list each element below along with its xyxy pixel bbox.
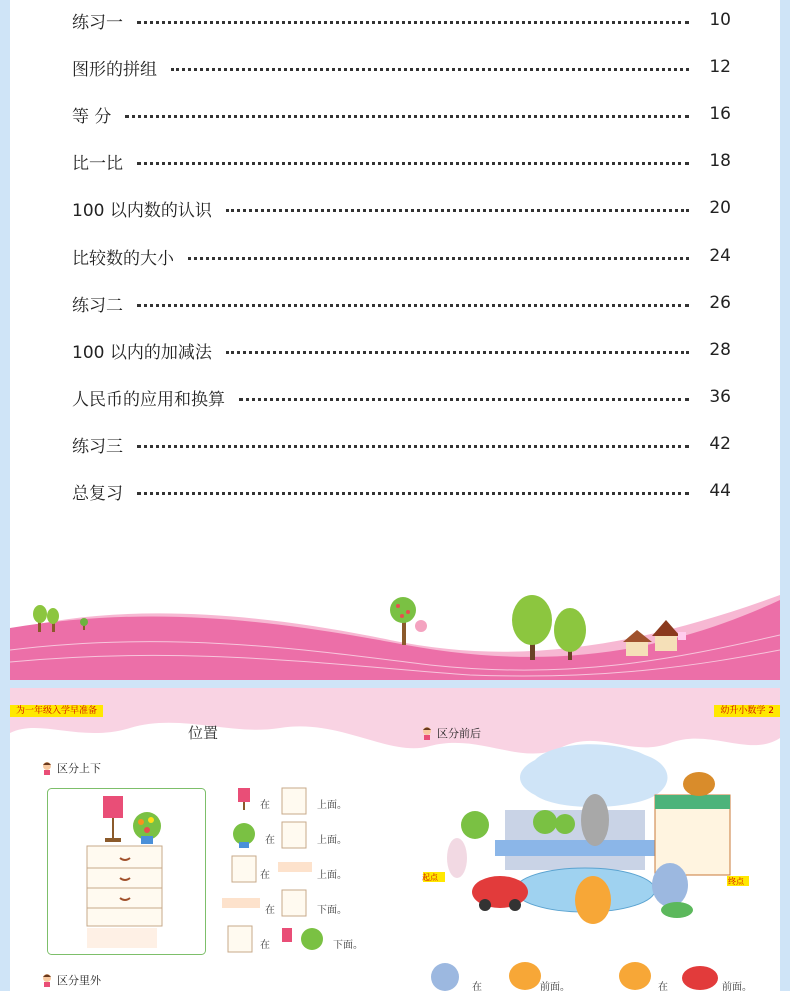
toc-entry[interactable]	[72, 8, 731, 32]
word-below: 下面。	[333, 940, 363, 951]
toc-leader-dots	[137, 21, 689, 24]
banner-left: 为一年级入学早准备	[10, 705, 103, 717]
girl-icon	[40, 761, 54, 775]
toc-entry[interactable]	[72, 244, 731, 268]
dresser-illustration	[47, 788, 207, 956]
plaza-scene-illustration	[415, 740, 755, 950]
toc-leader-dots	[171, 68, 689, 71]
toc-entry[interactable]	[72, 291, 731, 315]
word-at: 在	[658, 982, 668, 991]
label-start: 起点	[422, 873, 438, 882]
word-at: 在	[260, 870, 270, 881]
toc-leader-dots	[137, 492, 689, 495]
section-label: 区分里外	[57, 974, 101, 987]
toc-entry-title: 比较数的大小	[72, 248, 174, 269]
toc-leader-dots	[188, 257, 689, 260]
toc-entry-page: 44	[709, 481, 731, 501]
toc-entry-page: 12	[709, 57, 731, 77]
word-at: 在	[265, 905, 275, 916]
section-label: 区分上下	[57, 762, 101, 775]
banner-right: 幼升小数学 2	[714, 705, 780, 717]
toc-entry-page: 24	[709, 246, 731, 266]
toc-entry[interactable]	[72, 149, 731, 173]
toc-entry-page: 10	[709, 10, 731, 30]
sentence-illustrations	[222, 786, 382, 956]
word-at: 在	[265, 835, 275, 846]
toc-entry-page: 26	[709, 293, 731, 313]
toc-entry-page: 28	[709, 340, 731, 360]
toc-entry-title: 练习三	[72, 436, 123, 457]
toc-entry-title: 100 以内数的认识	[72, 200, 212, 221]
word-front: 前面。	[722, 982, 752, 991]
toc-leader-dots	[226, 351, 689, 354]
toc-entry-page: 36	[709, 387, 731, 407]
girl-icon	[40, 973, 54, 987]
word-above: 上面。	[317, 835, 347, 846]
topic-title: 位置	[188, 724, 219, 742]
toc-leader-dots	[137, 445, 689, 448]
toc-entry[interactable]	[72, 479, 731, 503]
toc-entry-title: 100 以内的加减法	[72, 342, 212, 363]
word-below: 下面。	[317, 905, 347, 916]
toc-entry-page: 16	[709, 104, 731, 124]
toc-leader-dots	[137, 162, 689, 165]
toc-entry-page: 18	[709, 151, 731, 171]
word-at: 在	[472, 982, 482, 991]
section-up-down	[40, 760, 101, 776]
word-above: 上面。	[317, 800, 347, 811]
toc-entry-title: 等 分	[72, 106, 112, 127]
toc-entry[interactable]	[72, 55, 731, 79]
toc-entry-title: 总复习	[72, 483, 123, 504]
toc-entry-page: 20	[709, 198, 731, 218]
word-front: 前面。	[540, 982, 570, 991]
word-above: 上面。	[317, 870, 347, 881]
toc-entry[interactable]	[72, 385, 731, 409]
toc-leader-dots	[226, 209, 689, 212]
toc-entry[interactable]	[72, 338, 731, 362]
workbook-page	[10, 688, 780, 991]
table-of-contents-page	[10, 0, 780, 680]
girl-icon	[420, 726, 434, 740]
toc-entry[interactable]	[72, 102, 731, 126]
toc-entry[interactable]	[72, 196, 731, 220]
word-at: 在	[260, 800, 270, 811]
section-label: 区分前后	[437, 727, 481, 740]
toc-entry-title: 人民币的应用和换算	[72, 389, 225, 410]
toc-entry-title: 练习一	[72, 12, 123, 33]
section-inside-outside	[40, 972, 101, 988]
toc-entry-title: 练习二	[72, 295, 123, 316]
toc-entry-title: 图形的拼组	[72, 59, 157, 80]
hills-illustration	[10, 580, 780, 680]
label-end: 终点	[728, 877, 744, 886]
toc-leader-dots	[239, 398, 689, 401]
toc-leader-dots	[125, 115, 689, 118]
section-front-back	[420, 725, 481, 741]
toc-entry[interactable]	[72, 432, 731, 456]
toc-entry-title: 比一比	[72, 153, 123, 174]
word-at: 在	[260, 940, 270, 951]
toc-entry-page: 42	[709, 434, 731, 454]
toc-leader-dots	[137, 304, 689, 307]
